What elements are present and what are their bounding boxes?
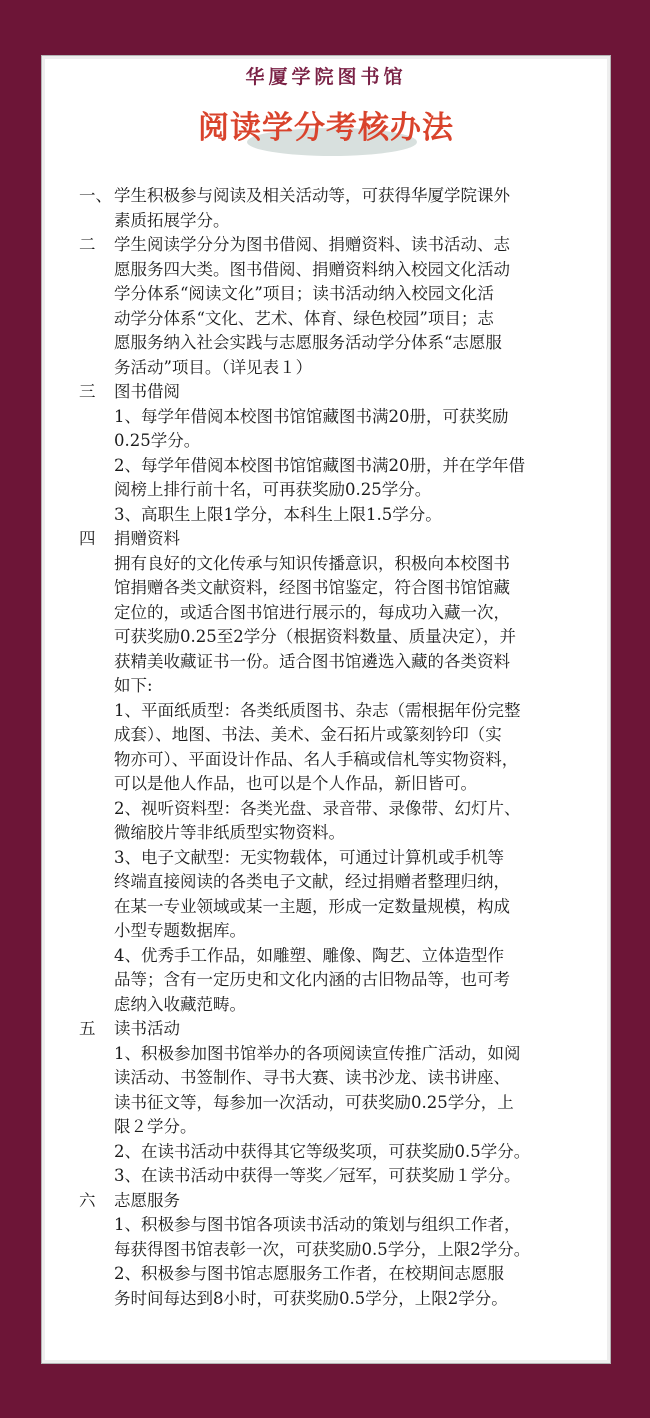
section-number: 二 [79, 235, 96, 254]
item-line: 可以是他人作品，也可以是个人作品，新旧皆可。 [114, 774, 477, 793]
item-line: 2、积极参与图书馆志愿服务工作者，在校期间志愿服 [114, 1264, 504, 1283]
section-item [79, 846, 604, 944]
section-item [79, 1262, 604, 1311]
document-panel [41, 55, 611, 1364]
section-line [79, 356, 604, 381]
section-number [79, 209, 114, 234]
section-item [79, 1140, 604, 1165]
item-line: 定位的，或适合图书馆进行展示的，每成功入藏一次， [114, 602, 510, 622]
item-line: 3、高职生上限1学分，本科生上限1.5学分。 [114, 504, 442, 524]
item-line: 3、电子文献型：无实物载体，可通过计算机或手机等 [114, 847, 504, 867]
item-line: 如下: [114, 676, 153, 695]
section-item [79, 1164, 604, 1189]
item-line: 2、视听资料型：各类光盘、录音带、录像带、幻灯片、 [114, 798, 521, 818]
section-text-line: 素质拓展学分。 [114, 210, 230, 230]
item-line: 读书征文等，每参加一次活动，可获奖励0.25学分，上 [114, 1092, 514, 1112]
section-line [79, 209, 604, 234]
document-body [79, 184, 604, 1311]
item-line: 1、每学年借阅本校图书馆馆藏图书满20册，可获奖励 [114, 406, 509, 426]
section-number [79, 258, 114, 283]
item-line: 在某一专业领域或某一主题，形成一定数量规模，构成 [114, 896, 510, 916]
item-line: 每获得图书馆表彰一次，可获奖励0.5学分，上限2学分。 [114, 1239, 531, 1259]
item-line: 终端直接阅读的各类电子文献，经过捐赠者整理归纳， [114, 872, 510, 891]
section-6 [79, 1189, 604, 1312]
section-heading: 志愿服务 [114, 1190, 180, 1210]
section-number [79, 282, 114, 307]
section-heading: 捐赠资料 [114, 529, 180, 548]
item-line: 物亦可）、平面设计作品、名人手稿或信札等实物资料， [114, 749, 519, 769]
item-line: 成套）、地图、书法、美术、金石拓片或篆刻钤印（实 [114, 725, 502, 744]
item-line: 阅榜上排行前十名，可再获奖励0.25学分。 [114, 480, 432, 499]
item-line: 品等；含有一定历史和文化内涵的古旧物品等，也可考 [114, 970, 510, 989]
section-line [79, 233, 604, 258]
section-heading-row [79, 1017, 604, 1042]
item-line: 2、每学年借阅本校图书馆馆藏图书满20册，并在学年借 [114, 455, 525, 475]
section-line [79, 307, 604, 332]
section-text-line: 学生阅读学分分为图书借阅、捐赠资料、读书活动、志 [114, 235, 510, 254]
section-item [79, 797, 604, 846]
section-heading-row [79, 380, 604, 405]
section-text-line: 动学分体系“文化、艺术、体育、绿色校园”项目；志 [114, 308, 494, 328]
section-2 [79, 233, 604, 380]
section-item [79, 699, 604, 797]
item-line: 3、在读书活动中获得一等奖／冠军，可获奖励１学分。 [114, 1166, 521, 1185]
section-number [79, 307, 114, 332]
section-heading-row [79, 527, 604, 552]
section-text-line: 学生积极参与阅读及相关活动等，可获得华厦学院课外 [114, 186, 510, 205]
section-text-line: 愿服务纳入社会实践与志愿服务活动学分体系“志愿服 [114, 333, 502, 352]
library-name: 华厦学院图书馆 [245, 66, 407, 88]
section-number [79, 356, 114, 381]
item-line: 可获奖励0.25至2学分（根据资料数量、质量决定），并 [114, 627, 516, 646]
section-heading: 读书活动 [114, 1019, 180, 1038]
item-line: 微缩胶片等非纸质型实物资料。 [114, 823, 345, 842]
section-item [79, 552, 604, 699]
section-5 [79, 1017, 604, 1189]
item-line: 4、优秀手工作品，如雕塑、雕像、陶艺、立体造型作 [114, 945, 504, 965]
section-text-line: 学分体系“阅读文化”项目；读书活动纳入校园文化活 [114, 284, 494, 303]
item-line: 读活动、书签制作、寻书大赛、读书沙龙、读书讲座、 [114, 1068, 510, 1087]
section-number [79, 331, 114, 356]
section-item [79, 405, 604, 454]
item-line: 获精美收藏证书一份。适合图书馆遴选入藏的各类资料 [114, 651, 510, 671]
section-heading: 图书借阅 [114, 382, 180, 401]
item-line: 拥有良好的文化传承与知识传播意识，积极向本校图书 [114, 553, 510, 573]
item-line: 务时间每达到8小时，可获奖励0.5学分，上限2学分。 [114, 1288, 508, 1308]
section-number: 一、 [79, 186, 112, 205]
section-number: 五 [79, 1019, 96, 1038]
section-number: 三 [79, 382, 96, 401]
section-item [79, 1213, 604, 1262]
section-line [79, 184, 604, 209]
section-1 [79, 184, 604, 233]
section-item [79, 1042, 604, 1140]
item-line: 小型专题数据库。 [114, 921, 246, 940]
item-line: 馆捐赠各类文献资料，经图书馆鉴定，符合图书馆馆藏 [114, 578, 510, 597]
section-line [79, 331, 604, 356]
item-line: 1、积极参与图书馆各项读书活动的策划与组织工作者， [114, 1215, 521, 1234]
item-line: 1、积极参加图书馆举办的各项阅读宣传推广活动，如阅 [114, 1043, 521, 1063]
section-item [79, 503, 604, 528]
section-number: 六 [79, 1190, 96, 1210]
item-line: 限２学分。 [114, 1117, 197, 1136]
section-4 [79, 527, 604, 1017]
section-item [79, 944, 604, 1018]
doc-title: 阅读学分考核办法 [198, 110, 454, 146]
item-line: 虑纳入收藏范畴。 [114, 994, 246, 1014]
section-3 [79, 380, 604, 527]
section-text-line: 务活动”项目。（详见表１） [114, 357, 313, 377]
section-heading-row [79, 1189, 604, 1214]
section-item [79, 454, 604, 503]
section-number: 四 [79, 529, 96, 548]
section-text-line: 愿服务四大类。图书借阅、捐赠资料纳入校园文化活动 [114, 259, 510, 279]
item-line: 0.25学分。 [114, 431, 201, 450]
item-line: 1、平面纸质型：各类纸质图书、杂志（需根据年份完整 [114, 700, 521, 720]
item-line: 2、在读书活动中获得其它等级奖项，可获奖励0.5学分。 [114, 1141, 531, 1161]
section-line [79, 258, 604, 283]
section-line [79, 282, 604, 307]
